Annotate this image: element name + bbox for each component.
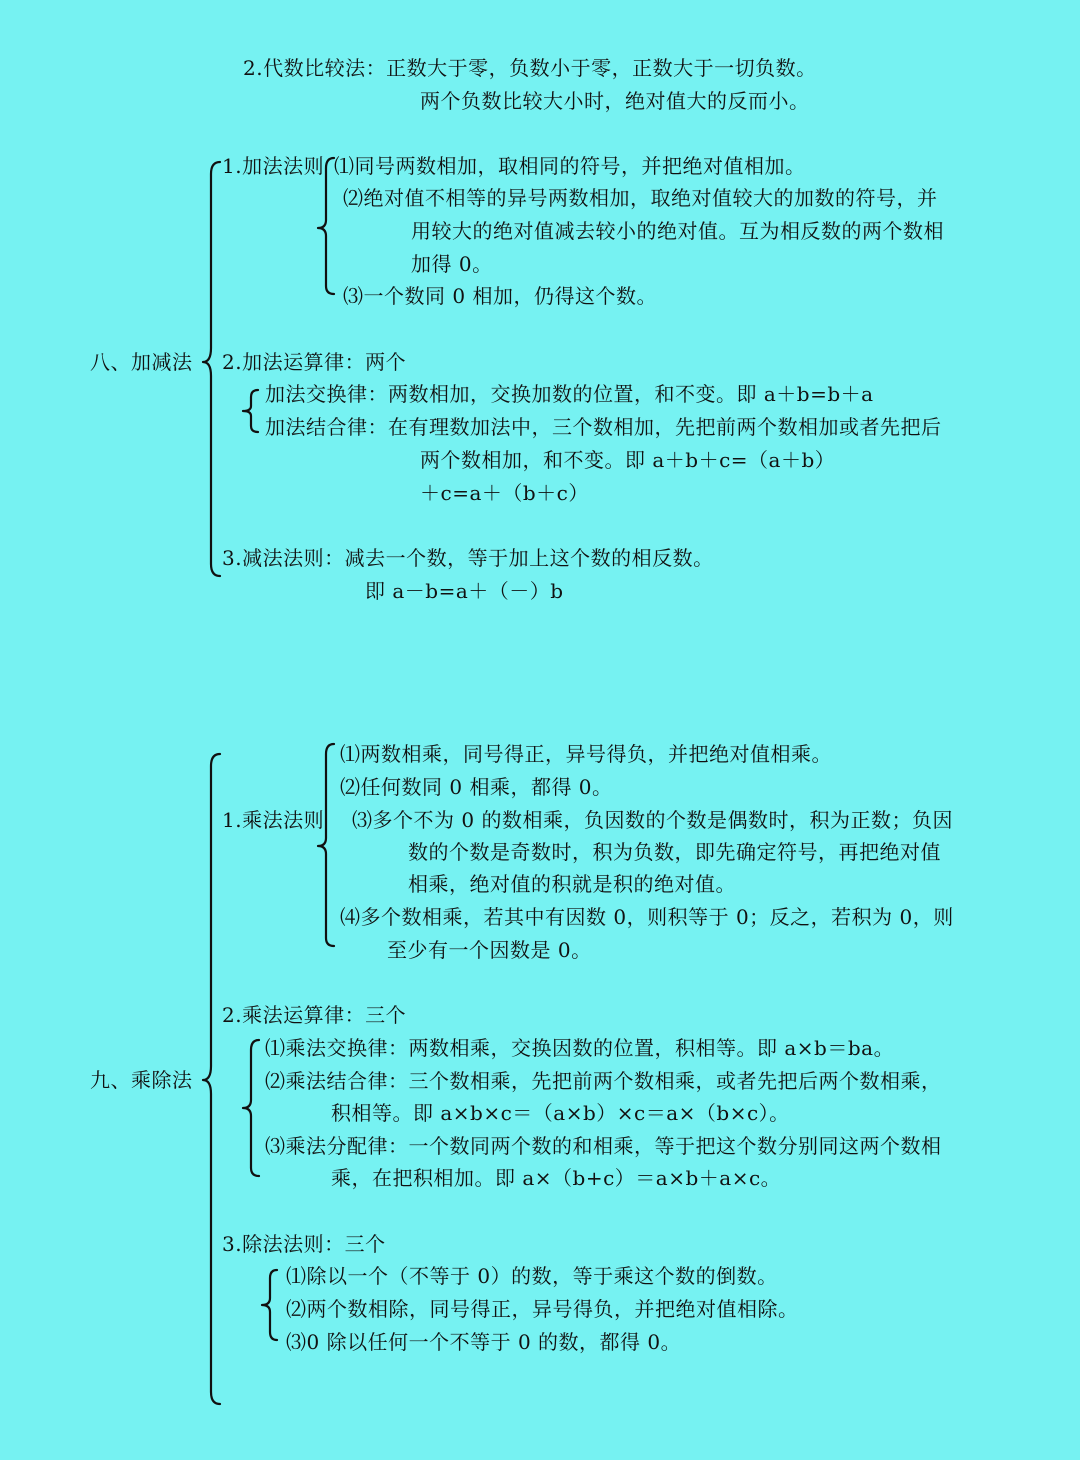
addition-associative-law-line1: 加法结合律：在有理数加法中，三个数相加，先把前两个数相加或者先把后	[265, 415, 942, 439]
addition-rule-2-line2: 用较大的绝对值减去较小的绝对值。互为相反数的两个数相	[411, 219, 944, 243]
multiplication-commutative-law: ⑴乘法交换律：两数相乘，交换因数的位置，积相等。即 a×b＝ba。	[265, 1036, 895, 1060]
section-title-mul-div: 九、乘除法	[90, 1068, 193, 1092]
addition-rule-3: ⑶一个数同 0 相加，仍得这个数。	[343, 284, 657, 308]
division-rule-1: ⑴除以一个（不等于 0）的数，等于乘这个数的倒数。	[286, 1264, 778, 1288]
addition-rule-2-line1: ⑵绝对值不相等的异号两数相加，取绝对值较大的加数的符号，并	[343, 186, 938, 210]
algebraic-comparison-line2: 两个负数比较大小时，绝对值大的反而小。	[420, 89, 810, 113]
multiplication-rule-3-line1: ⑶多个不为 0 的数相乘，负因数的个数是偶数时，积为正数；负因	[352, 808, 953, 832]
multiplication-rule-3-line3: 相乘，绝对值的积就是积的绝对值。	[408, 872, 736, 896]
division-rule-brace	[257, 1268, 281, 1344]
algebraic-comparison-line1: 2.代数比较法：正数大于零，负数小于零，正数大于一切负数。	[243, 56, 817, 80]
multiplication-rule-3-line2: 数的个数是奇数时，积为负数，即先确定符号，再把绝对值	[408, 840, 941, 864]
multiplication-laws-label: 2.乘法运算律：三个	[222, 1003, 407, 1027]
division-rule-2: ⑵两个数相除，同号得正，异号得负，并把绝对值相除。	[286, 1297, 799, 1321]
division-rule-label: 3.除法法则：三个	[222, 1232, 386, 1256]
multiplication-rule-2: ⑵任何数同 0 相乘，都得 0。	[340, 775, 613, 799]
addition-rule-label: 1.加法法则	[222, 154, 325, 178]
multiplication-laws-brace	[238, 1038, 262, 1180]
addition-rule-2-line3: 加得 0。	[411, 252, 493, 276]
main-brace-add-sub	[200, 160, 224, 580]
addition-commutative-law: 加法交换律：两数相加，交换加数的位置，和不变。即 a＋b=b＋a	[265, 382, 874, 406]
addition-associative-law-line2: 两个数相加，和不变。即 a＋b＋c=（a＋b）	[420, 448, 836, 472]
addition-laws-brace	[238, 388, 262, 436]
subtraction-formula: 即 a－b=a＋（－）b	[365, 579, 564, 603]
addition-laws-label: 2.加法运算律：两个	[222, 350, 407, 374]
multiplication-associative-law-line2: 积相等。即 a×b×c＝（a×b）×c＝a×（b×c）。	[331, 1101, 790, 1125]
section-title-add-sub: 八、加减法	[90, 350, 193, 374]
multiplication-rule-label: 1.乘法法则	[222, 808, 325, 832]
addition-rule-1: ⑴同号两数相加，取相同的符号，并把绝对值相加。	[334, 154, 806, 178]
subtraction-rule: 3.减法法则：减去一个数，等于加上这个数的相反数。	[222, 546, 714, 570]
multiplication-rule-1: ⑴两数相乘，同号得正，异号得负，并把绝对值相乘。	[340, 742, 832, 766]
multiplication-rule-brace	[313, 742, 337, 950]
division-rule-3: ⑶0 除以任何一个不等于 0 的数，都得 0。	[286, 1330, 682, 1354]
multiplication-rule-4-line2: 至少有一个因数是 0。	[387, 938, 592, 962]
addition-associative-law-line3: ＋c=a＋（b＋c）	[420, 481, 589, 505]
main-brace-mul-div	[200, 752, 224, 1408]
distributive-law-line2: 乘，在把积相加。即 a×（b+c）＝a×b＋a×c。	[331, 1166, 782, 1190]
multiplication-rule-4-line1: ⑷多个数相乘，若其中有因数 0，则积等于 0；反之，若积为 0，则	[340, 905, 954, 929]
distributive-law-line1: ⑶乘法分配律：一个数同两个数的和相乘，等于把这个数分别同这两个数相	[265, 1134, 942, 1158]
multiplication-associative-law-line1: ⑵乘法结合律：三个数相乘，先把前两个数相乘，或者先把后两个数相乘，	[265, 1069, 942, 1093]
